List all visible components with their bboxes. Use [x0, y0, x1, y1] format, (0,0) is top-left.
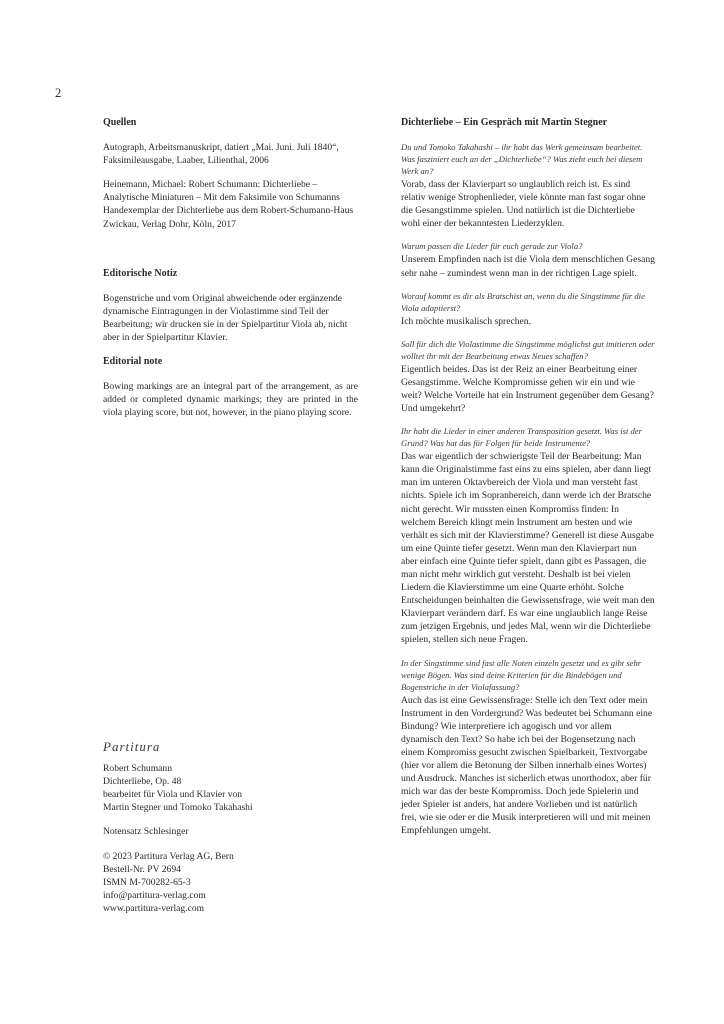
imprint-work-info: [103, 762, 358, 814]
page-number: 2: [55, 86, 62, 100]
imprint-engraving: [103, 825, 358, 838]
interview-column: [401, 116, 655, 848]
imprint-ismn: ISMN M-700282-65-3: [103, 876, 191, 888]
quellen-source-heinemann: Heinemann, Michael: Robert Schumann: Dichterliebe – Analytische Miniaturen – Mit dem Faksimile von Schumanns Handexemplar der Dichterliebe aus dem Robert-Schumann-Haus Zwickau, Verlag Dohr, Köln, 2017: [103, 179, 354, 230]
interview-answer: Auch das ist eine Gewissensfrage: Stelle ich den Text oder mein Instrument in den Vordergrund? Was bedeutet bei Schumann eine Bindung? Wie interpretiere ich agogisch und vor allem dynamisch den Text? So habe ich bei der Bogensetzung nach einem Kompromiss gesucht zwischen Spielbarkeit, Textvorgabe (hier vor allem die Betonung der Silben innerhalb eines Wortes) und Ausdruck. Manches ist sicherlich etwas unorthodox, aber für mich war das der beste Kompromiss. Doch jede Spielerin und jeder Spieler ist anders, hat andere Vorlieben und ist natürlich frei, wie sie oder er die Musik interpretieren will und mit meinen Empfehlungen umgeht.: [401, 694, 653, 837]
imprint-arrangers: Martin Stegner und Tomoko Takahashi: [103, 802, 253, 814]
interview-answer: Unserem Empfinden nach ist die Viola dem menschlichen Gesang sehr nahe – zumindest wenn man in der richtigen Lage spielt.: [401, 254, 655, 279]
interview-answer: Ich möchte musikalisch sprechen.: [401, 315, 532, 327]
interview-question: In der Singstimme sind fast alle Noten einzeln gesetzt und es gibt sehr wenige Bögen. Was sind deine Kriterien für die Bindebögen und Bogenstriche in der Violafassung?: [401, 657, 642, 692]
partitura-logo: Partitura: [103, 739, 161, 754]
editorische-notiz-text: Bogenstriche und vom Original abweichende oder ergänzende dynamische Eintragungen in der Violastimme sind Teil der Bearbeitung; wir drucken sie in der Spielpartitur Viola ab, nicht aber in der Spielpartitur Klavier.: [103, 292, 348, 344]
imprint-work-title: Dichterliebe, Op. 48: [103, 776, 182, 788]
interview-question: Du und Tomoko Takahashi – ihr habt das Werk gemeinsam bearbeitet. Was fasziniert euch an der „Dichterliebe“? Was zieht euch bei diesem Werk an?: [401, 142, 643, 177]
imprint-copyright: © 2023 Partitura Verlag AG, Bern: [103, 850, 234, 862]
interview-question: Worauf kommt es dir als Bratschist an, wenn du die Singstimme für die Viola adaptierst?: [401, 290, 645, 313]
quellen-heading: Quellen: [103, 117, 137, 128]
imprint-email: info@partitura-verlag.com: [103, 889, 206, 901]
imprint-composer: Robert Schumann: [103, 763, 173, 775]
imprint: [103, 740, 358, 926]
editorial-note-text: Bowing markings are an integral part of the arrangement, as are added or completed dynamic markings; they are printed in the viola playing score, but not, however, in the piano playing score.: [103, 381, 358, 419]
interview-answer: Vorab, dass der Klavierpart so unglaublich reich ist. Es sind relativ wenige Strophenlieder, viele könnte man fast sogar ohne die Gesangstimme spielen. Und natürlich ist die Dichterliebe wohl einer der bekanntesten Liederzyklen.: [401, 179, 646, 230]
interview-heading: Dichterliebe – Ein Gespräch mit Martin Stegner: [401, 117, 608, 128]
imprint-arrangement: bearbeitet für Viola und Klavier von: [103, 789, 243, 801]
interview-question: Warum passen die Lieder für euch gerade zur Viola?: [401, 241, 583, 252]
quellen-source-autograph: Autograph, Arbeitsmanuskript, datiert „Mai. Juni. Juli 1840“, Faksimileausgabe, Laaber, Lilienthal, 2006: [103, 142, 339, 167]
interview-question: Soll für dich die Violastimme die Singstimme möglichst gut imitieren oder wolltet ihr mit der Bearbeitung etwas Neues schaffen?: [401, 338, 655, 361]
imprint-order-number: Bestell-Nr. PV 2694: [103, 863, 181, 875]
left-column: [103, 116, 358, 431]
interview-question: Ihr habt die Lieder in einer anderen Transposition gesetzt. Was ist der Grund? Was hat das für Folgen für beide Instrumente?: [401, 426, 642, 449]
interview-answer: Eigentlich beides. Das ist der Reiz an einer Bearbeitung einer Gesangstimme. Welche Kompromisse gehen wir ein und wie weit? Welche Vorteile hat ein Instrument gegenüber dem Gesang? Und umgekehrt?: [401, 363, 654, 415]
editorische-notiz-heading: Editorische Notiz: [103, 267, 178, 279]
imprint-engraver: Notensatz Schlesinger: [103, 826, 189, 838]
editorial-note-heading: Editorial note: [103, 356, 163, 368]
imprint-website: www.partitura-verlag.com: [103, 902, 205, 914]
interview-answer: Das war eigentlich der schwierigste Teil der Bearbeitung: Man kann die Originalstimme fast eins zu eins spielen, aber dann liegt man im unteren Oktavbereich der Viola und man versteht fast nichts. Spiele ich im Sopranbereich, dann werde ich der Bratsche nicht gerecht. Wir mussten einen Kompromiss finden: In welchem Bereich klingt mein Instrument am besten und wie verhält es sich mit der Klavierstimme? Generell ist diese Ausgabe um eine Quinte tiefer gesetzt. Wenn man den Klavierpart nun aber einfach eine Quinte tiefer spielt, dann gibt es Passagen, die man nicht mehr wirklich gut versteht. Deshalb ist bei vielen Liedern die Klavierstimme um eine Quarte erhöht. Solche Entscheidungen beinhalten die Gewissensfrage, wie weit man den Klavierpart verändern darf. Es war eine unglaublich lange Reise zum jetzigen Ergebnis, und jedes Mal, wenn wir die Dichterliebe spielen, stellen sich neue Fragen.: [401, 451, 655, 646]
imprint-publisher: [103, 850, 358, 915]
